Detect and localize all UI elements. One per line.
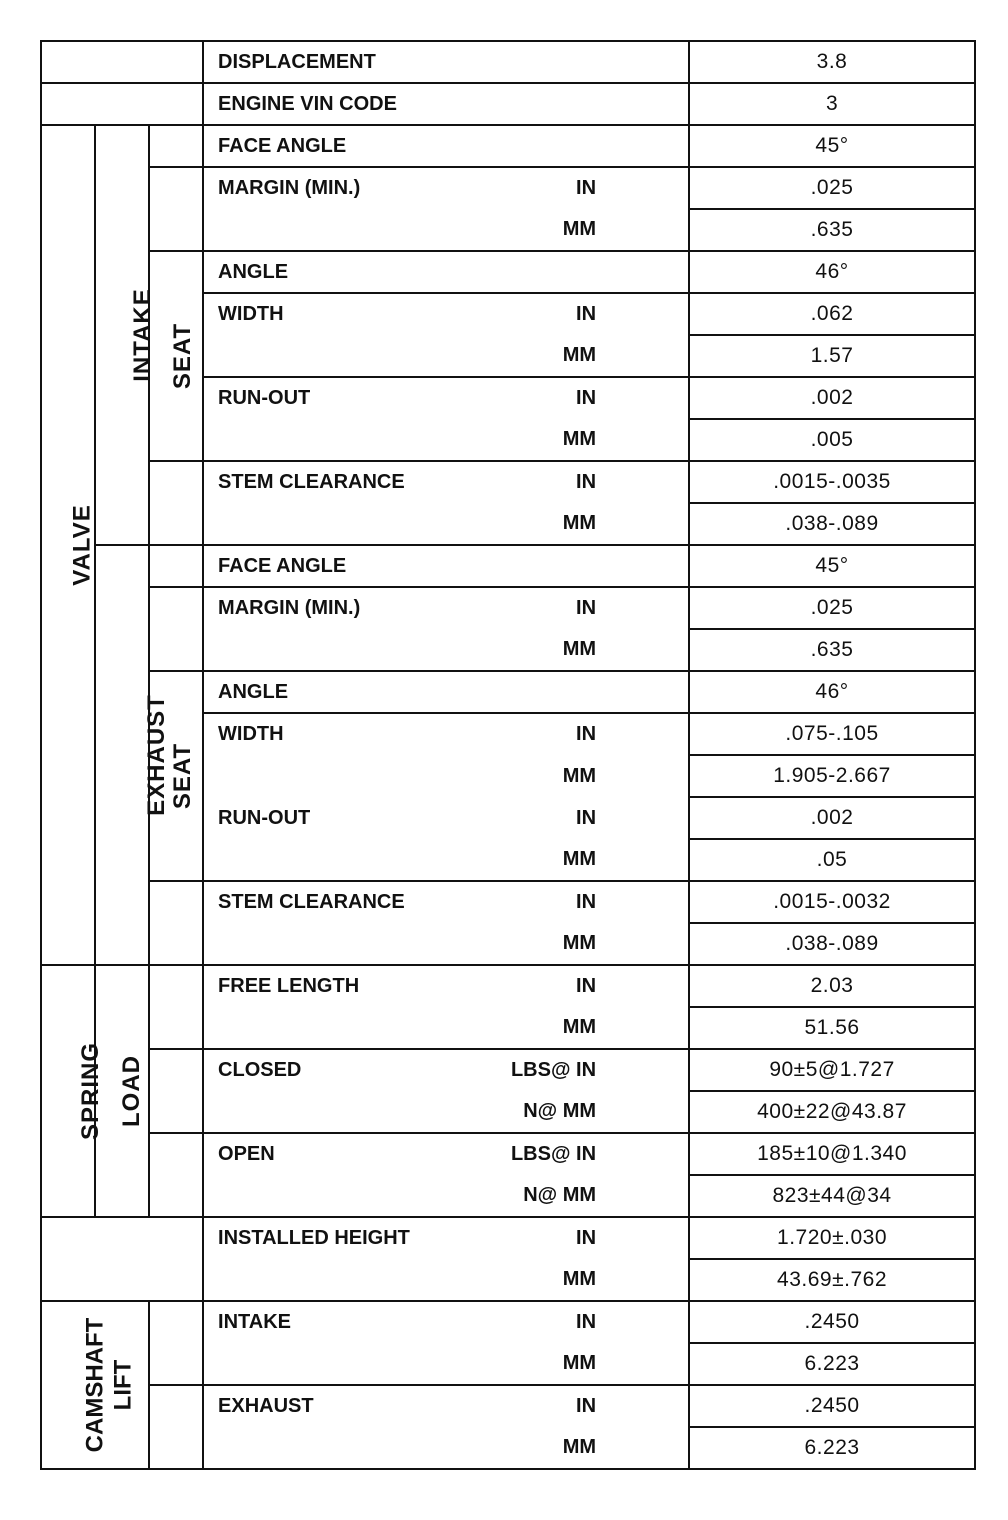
group-intake-seat: SEAT (149, 251, 203, 461)
group-spring: SPRING (41, 965, 95, 1217)
table-row (41, 1301, 975, 1343)
row-label: CLOSED (203, 1049, 503, 1091)
row-label: MARGIN (MIN.) (203, 587, 503, 629)
row-label: ENGINE VIN CODE (203, 83, 503, 125)
row-value: .2450 (689, 1301, 975, 1343)
group-load: LOAD (95, 965, 149, 1217)
row-value: .075-.105 (689, 713, 975, 755)
unit-label: IN (503, 293, 689, 335)
row-value: 46° (689, 251, 975, 293)
row-label: FACE ANGLE (203, 545, 503, 587)
row-label: DISPLACEMENT (203, 41, 503, 83)
unit-label: IN (503, 167, 689, 209)
unit-label: IN (503, 1301, 689, 1343)
unit-label: LBS@ IN (503, 1133, 689, 1175)
row-value: 823±44@34 (689, 1175, 975, 1217)
row-value: .0015-.0032 (689, 881, 975, 923)
row-value: 6.223 (689, 1343, 975, 1385)
unit-label: N@ MM (503, 1175, 689, 1217)
table-row (41, 1217, 975, 1259)
row-value: .038-.089 (689, 503, 975, 545)
unit-label: IN (503, 377, 689, 419)
row-value: 3 (689, 83, 975, 125)
row-value: 3.8 (689, 41, 975, 83)
unit-label: MM (503, 503, 689, 545)
group-intake: INTAKE (95, 125, 149, 545)
row-label: STEM CLEARANCE (203, 881, 503, 923)
row-value: 400±22@43.87 (689, 1091, 975, 1133)
table-row (41, 1385, 975, 1427)
row-value: 46° (689, 671, 975, 713)
row-label: INSTALLED HEIGHT (203, 1217, 503, 1259)
group-exhaust-seat: SEAT (149, 671, 203, 881)
row-label: FREE LENGTH (203, 965, 503, 1007)
unit-label: IN (503, 797, 689, 839)
row-label: OPEN (203, 1133, 503, 1175)
table-row (41, 965, 975, 1007)
unit-label: MM (503, 419, 689, 461)
unit-label: IN (503, 965, 689, 1007)
unit-label: N@ MM (503, 1091, 689, 1133)
row-label: FACE ANGLE (203, 125, 503, 167)
unit-label: IN (503, 881, 689, 923)
row-value: 1.57 (689, 335, 975, 377)
unit-label: MM (503, 1427, 689, 1469)
row-value: 1.905-2.667 (689, 755, 975, 797)
unit-label: MM (503, 629, 689, 671)
unit-label: MM (503, 1343, 689, 1385)
row-value: .635 (689, 209, 975, 251)
row-label: RUN-OUT (203, 797, 503, 839)
table-row (41, 1049, 975, 1091)
row-value: 6.223 (689, 1427, 975, 1469)
unit-label: MM (503, 1259, 689, 1301)
row-label: ANGLE (203, 671, 503, 713)
table-row (41, 125, 975, 167)
table-row (41, 1133, 975, 1175)
row-label: WIDTH (203, 293, 503, 335)
row-value: .002 (689, 377, 975, 419)
group-camshaft-lift: CAMSHAFT LIFT (41, 1301, 149, 1469)
unit-label: IN (503, 1385, 689, 1427)
row-value: .062 (689, 293, 975, 335)
unit-label: MM (503, 1007, 689, 1049)
table-row (41, 461, 975, 503)
table-row (41, 167, 975, 209)
row-value: 1.720±.030 (689, 1217, 975, 1259)
row-value: 185±10@1.340 (689, 1133, 975, 1175)
row-value: .005 (689, 419, 975, 461)
row-label: MARGIN (MIN.) (203, 167, 503, 209)
group-valve: VALVE (41, 125, 95, 965)
row-value: .002 (689, 797, 975, 839)
row-value: 45° (689, 545, 975, 587)
row-value: .05 (689, 839, 975, 881)
row-label: EXHAUST (203, 1385, 503, 1427)
group-exhaust: EXHAUST (95, 545, 149, 965)
row-value: .2450 (689, 1385, 975, 1427)
table-row (41, 545, 975, 587)
row-label: RUN-OUT (203, 377, 503, 419)
table-row (41, 83, 975, 125)
row-value: 43.69±.762 (689, 1259, 975, 1301)
row-value: 51.56 (689, 1007, 975, 1049)
row-label: WIDTH (203, 713, 503, 755)
row-label: ANGLE (203, 251, 503, 293)
unit-label: MM (503, 755, 689, 797)
unit-label: MM (503, 209, 689, 251)
row-value: .635 (689, 629, 975, 671)
unit-label: LBS@ IN (503, 1049, 689, 1091)
row-value: 2.03 (689, 965, 975, 1007)
table-row (41, 41, 975, 83)
row-value: .0015-.0035 (689, 461, 975, 503)
table-row (41, 587, 975, 629)
unit-label: IN (503, 1217, 689, 1259)
table-row (41, 881, 975, 923)
row-label: INTAKE (203, 1301, 503, 1343)
row-value: .025 (689, 167, 975, 209)
row-value: 90±5@1.727 (689, 1049, 975, 1091)
table-row (41, 671, 975, 713)
engine-spec-table (40, 40, 976, 1470)
row-value: 45° (689, 125, 975, 167)
unit-label: IN (503, 587, 689, 629)
unit-label: IN (503, 713, 689, 755)
row-value: .025 (689, 587, 975, 629)
unit-label: IN (503, 461, 689, 503)
row-value: .038-.089 (689, 923, 975, 965)
unit-label: MM (503, 923, 689, 965)
table-row (41, 251, 975, 293)
unit-label: MM (503, 839, 689, 881)
row-label: STEM CLEARANCE (203, 461, 503, 503)
unit-label: MM (503, 335, 689, 377)
